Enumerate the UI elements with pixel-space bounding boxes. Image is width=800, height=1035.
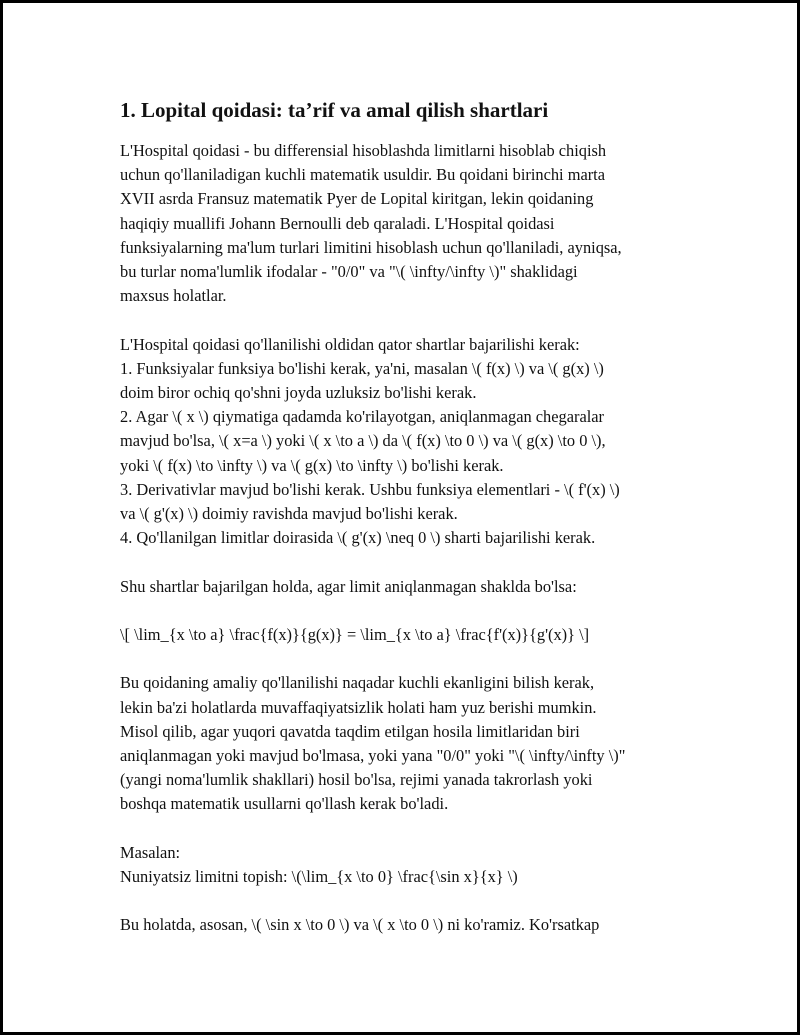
text-line: funksiyalarning ma'lum turlari limitini hisoblash uchun qo'llaniladi, ayniqsa, — [120, 237, 622, 257]
text-line: Masalan: — [120, 842, 181, 862]
text-line: Nuniyatsiz limitni topish: \(\lim_{x \to 0} \frac{\sin x}{x} \) — [120, 867, 518, 887]
text-line: mavjud bo'lsa, \( x=a \) yoki \( x \to a \) da \( f(x) \to 0 \) va \( g(x) \to 0 \), — [120, 431, 606, 451]
text-line: 1. Funksiyalar funksiya bo'lishi kerak, ya'ni, masalan \( f(x) \) va \( g(x) \) — [120, 358, 604, 378]
text-line: Bu holatda, asosan, \( \sin x \to 0 \) va \( x \to 0 \) ni ko'ramiz. Ko'rsatkap — [120, 915, 600, 935]
text-line: maxsus holatlar. — [120, 286, 227, 306]
formula-line: \[ \lim_{x \to a} \frac{f(x)}{g(x)} = \lim_{x \to a} \frac{f'(x)}{g'(x)} \] — [120, 625, 590, 645]
final-paragraph — [120, 913, 700, 937]
text-line: aniqlanmagan yoki mavjud bo'lmasa, yoki yana "0/0" yoki "\( \infty/\infty \)" — [120, 746, 626, 766]
text-line: lekin ba'zi holatlarda muvaffaqiyatsizlik holati ham yuz berishi mumkin. — [120, 697, 597, 717]
formula — [120, 623, 700, 647]
text-line: (yangi noma'lumlik shakllari) hosil bo'lsa, rejimi yanada takrorlash yoki — [120, 770, 593, 790]
text-line: uchun qo'llaniladigan kuchli matematik usuldir. Bu qoidani birinchi marta — [120, 165, 606, 185]
text-line: yoki \( f(x) \to \infty \) va \( g(x) \to \infty \) bo'lishi kerak. — [120, 455, 504, 475]
condition-sentence — [120, 575, 700, 599]
text-line: bu turlar noma'lumlik ifodalar - "0/0" va "\( \infty/\infty \)" shaklidagi — [120, 262, 578, 282]
text-line: L'Hospital qoidasi - bu differensial hisoblashda limitlarni hisoblab chiqish — [120, 141, 607, 160]
conditions-paragraph — [120, 333, 700, 551]
document-body — [120, 95, 700, 938]
text-line: Bu qoidaning amaliy qo'llanilishi naqadar kuchli ekanligini bilish kerak, — [120, 673, 595, 693]
text-line: 3. Derivativlar mavjud bo'lishi kerak. Ushbu funksiya elementlari - \( f'(x) \) — [120, 479, 620, 499]
text-line: Shu shartlar bajarilgan holda, agar limit aniqlanmagan shaklda bo'lsa: — [120, 576, 577, 596]
text-line: haqiqiy muallifi Johann Bernoulli deb qaraladi. L'Hospital qoidasi — [120, 213, 555, 233]
text-line: boshqa matematik usullarni qo'llash kerak bo'ladi. — [120, 794, 449, 814]
text-line: Misol qilib, agar yuqori qavatda taqdim etilgan hosila limitlaridan biri — [120, 721, 580, 741]
practical-paragraph — [120, 671, 700, 816]
text-line: XVII asrda Fransuz matematik Pyer de Lopital kiritgan, lekin qoidaning — [120, 189, 594, 209]
intro-paragraph — [120, 139, 700, 308]
text-line: doim biror ochiq qo'shni joyda uzluksiz bo'lishi kerak. — [120, 383, 477, 403]
section-heading: 1. Lopital qoidasi: ta’rif va amal qilish shartlari — [120, 98, 549, 122]
text-line: va \( g'(x) \) doimiy ravishda mavjud bo'lishi kerak. — [120, 504, 458, 524]
example-paragraph — [120, 841, 700, 889]
text-line: 2. Agar \( x \) qiymatiga qadamda ko'rilayotgan, aniqlanmagan chegaralar — [120, 407, 605, 427]
text-line: L'Hospital qoidasi qo'llanilishi oldidan qator shartlar bajarilishi kerak: — [120, 334, 580, 354]
text-line: 4. Qo'llanilgan limitlar doirasida \( g'(x) \neq 0 \) sharti bajarilishi kerak. — [120, 528, 596, 548]
